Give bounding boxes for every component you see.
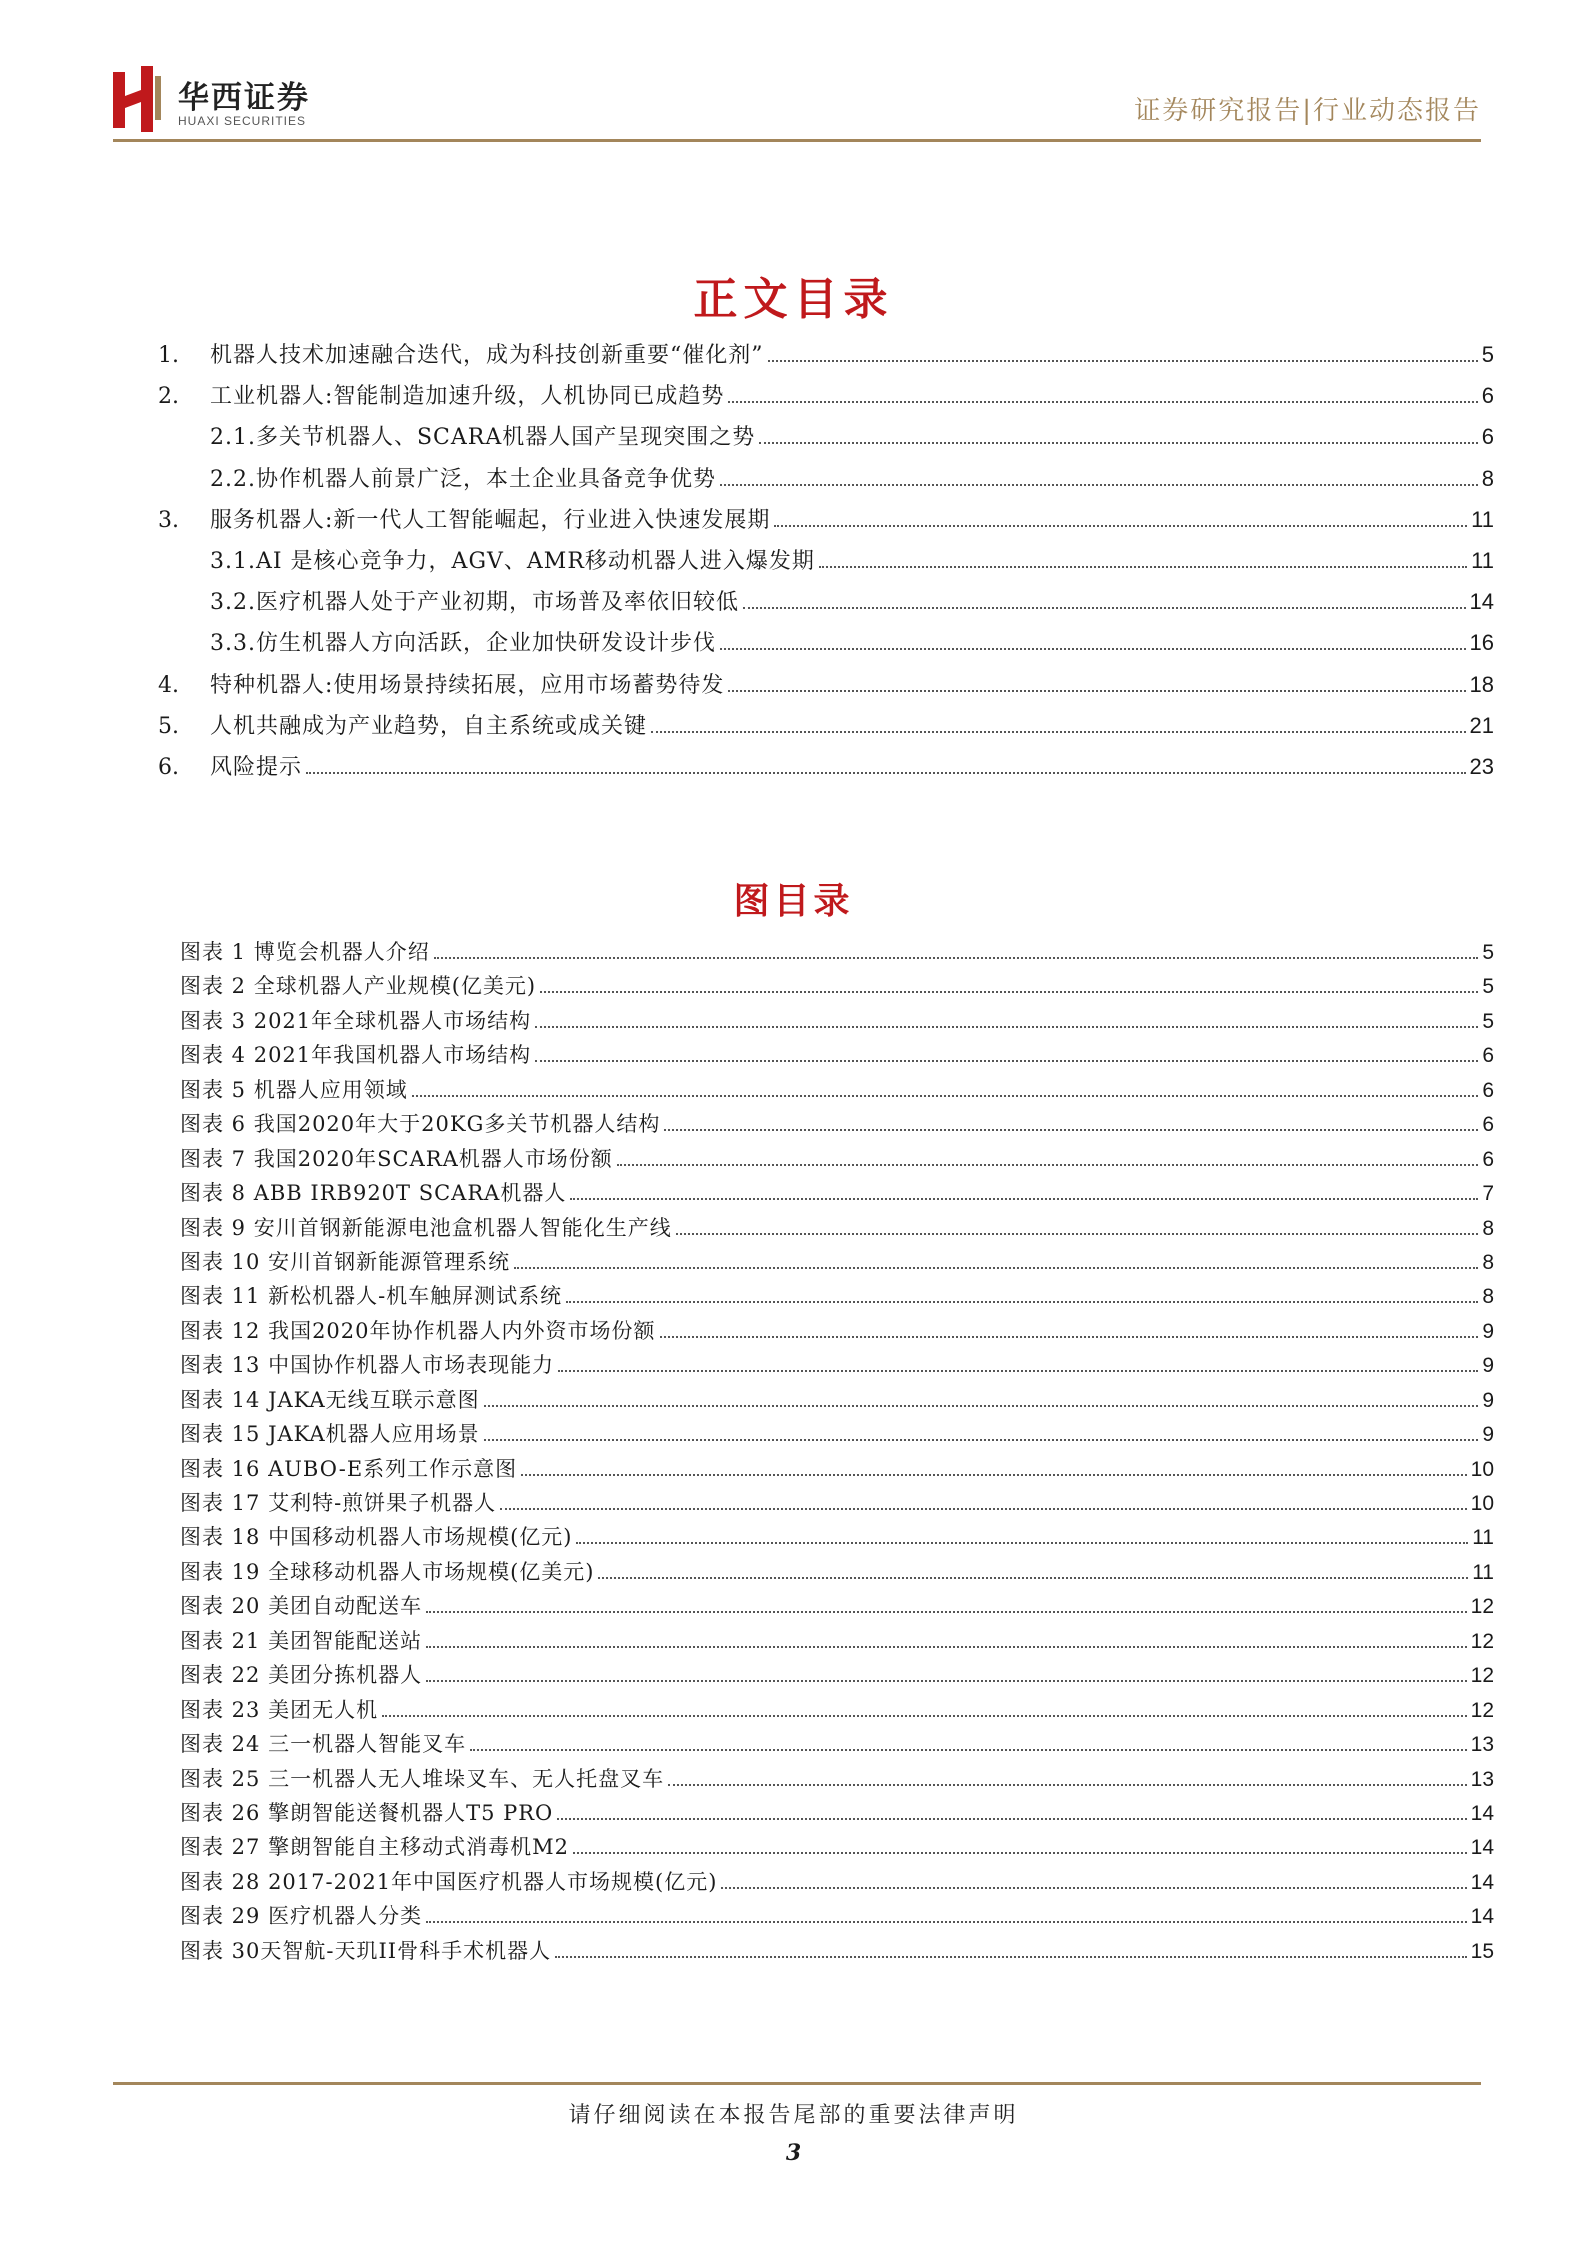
dot-leader	[721, 1887, 1466, 1889]
dot-leader	[535, 1026, 1478, 1028]
toc-entry[interactable]	[158, 544, 1494, 585]
toc-entry-page: 21	[1469, 712, 1494, 738]
toc-entry-page: 12	[1470, 1664, 1494, 1688]
dot-leader	[426, 1611, 1467, 1613]
dot-leader	[720, 648, 1466, 650]
dot-leader	[484, 1405, 1479, 1407]
toc-entry[interactable]	[180, 1900, 1494, 1934]
toc-entry[interactable]	[158, 585, 1494, 626]
toc-entry-page: 8	[1482, 1285, 1494, 1309]
toc-entry-text: 图表 3 2021年全球机器人市场结构	[180, 1008, 532, 1033]
toc-entry-page: 12	[1470, 1595, 1494, 1619]
toc-entry-text: 图表 8 ABB IRB920T SCARA机器人	[180, 1181, 567, 1206]
toc-entry[interactable]	[180, 936, 1494, 970]
toc-entry-text: 特种机器人:使用场景持续拓展，应用市场蓄势待发	[210, 672, 725, 698]
dot-leader	[426, 1646, 1467, 1648]
toc-entry-text: 图表 23 美团无人机	[180, 1697, 379, 1722]
toc-entry-page: 11	[1471, 506, 1494, 532]
toc-entry-page: 11	[1471, 547, 1494, 573]
toc-entry-text: 图表 11 新松机器人-机车触屏测试系统	[180, 1284, 563, 1309]
toc-entry-page: 15	[1470, 1939, 1494, 1963]
toc-entry-page: 5	[1481, 342, 1494, 367]
dot-leader	[470, 1749, 1467, 1751]
toc-entry-page: 9	[1482, 1423, 1494, 1447]
toc-entry-text: 图表 30天智航-天玑II骨科手术机器人	[180, 1938, 552, 1963]
dot-leader	[426, 1921, 1467, 1923]
toc-entry-page: 8	[1481, 465, 1494, 491]
toc-entry-page: 9	[1482, 1319, 1494, 1343]
toc-entry-text: 服务机器人:新一代人工智能崛起，行业进入快速发展期	[210, 507, 771, 533]
toc-entry[interactable]	[180, 1349, 1494, 1383]
toc-entry[interactable]	[180, 1487, 1494, 1521]
dot-leader	[306, 772, 1466, 774]
toc-entry[interactable]	[180, 970, 1494, 1004]
toc-entry-page: 10	[1470, 1492, 1494, 1515]
toc-entry-text: 3.1.AI 是核心竞争力，AGV、AMR移动机器人进入爆发期	[210, 548, 815, 574]
toc-entry-text: 图表 15 JAKA机器人应用场景	[180, 1422, 480, 1447]
toc-entry-number: 4.	[158, 672, 179, 698]
toc-entry-text: 图表 22 美团分拣机器人	[180, 1663, 423, 1688]
toc-entry-page: 23	[1469, 753, 1494, 779]
toc-entry-text: 图表 1 博览会机器人介绍	[180, 940, 430, 964]
toc-entry-text: 图表 17 艾利特-煎饼果子机器人	[180, 1491, 497, 1515]
huaxi-logo-icon	[113, 66, 165, 132]
toc-entry-text: 机器人技术加速融合迭代，成为科技创新重要“催化剂”	[210, 343, 764, 368]
toc-entry[interactable]	[180, 1005, 1494, 1039]
toc-entry-page: 6	[1482, 1044, 1494, 1068]
toc-entry[interactable]	[158, 503, 1494, 544]
toc-entry-page: 11	[1472, 1560, 1494, 1584]
toc-entry-text: 图表 7 我国2020年SCARA机器人市场份额	[180, 1146, 613, 1171]
toc-entry-page: 5	[1482, 1009, 1494, 1033]
dot-leader	[535, 1060, 1478, 1062]
toc-entry[interactable]	[180, 1521, 1494, 1555]
toc-entry[interactable]	[158, 668, 1494, 709]
toc-entry-page: 9	[1482, 1354, 1494, 1378]
toc-entry-page: 6	[1482, 1078, 1494, 1102]
dot-leader	[743, 607, 1466, 609]
toc-entry-page: 14	[1469, 589, 1494, 615]
toc-entry-page: 12	[1470, 1629, 1494, 1653]
toc-entry-text: 图表 9 安川首钢新能源电池盒机器人智能化生产线	[180, 1215, 672, 1240]
figure-list-title: 图目录	[733, 880, 854, 922]
toc-entry-text: 图表 24 三一机器人智能叉车	[180, 1732, 467, 1757]
toc-entry[interactable]	[180, 1039, 1494, 1073]
toc-entry-text: 3.2.医疗机器人处于产业初期，市场普及率依旧较低	[210, 590, 739, 616]
toc-entry[interactable]	[180, 1384, 1494, 1418]
toc-entry-text: 3.3.仿生机器人方向活跃，企业加快研发设计步伐	[210, 631, 716, 657]
dot-leader	[598, 1577, 1468, 1579]
toc-entry-number: 5.	[158, 713, 179, 739]
toc-entry[interactable]	[180, 1831, 1494, 1865]
dot-leader	[573, 1852, 1467, 1854]
dot-leader	[576, 1542, 1468, 1544]
dot-leader	[382, 1715, 1467, 1717]
toc-entry[interactable]	[180, 1280, 1494, 1314]
toc-entry-page: 18	[1469, 671, 1494, 697]
toc-entry-text: 图表 28 2017-2021年中国医疗机器人市场规模(亿元)	[180, 1869, 718, 1894]
toc-entry-page: 10	[1470, 1457, 1494, 1481]
dot-leader	[557, 1818, 1466, 1820]
header-divider	[113, 139, 1481, 142]
toc-entry-text: 图表 6 我国2020年大于20KG多关节机器人结构	[180, 1112, 661, 1137]
toc-entry-text: 图表 18 中国移动机器人市场规模(亿元)	[180, 1525, 573, 1550]
dot-leader	[617, 1164, 1479, 1166]
toc-entry-text: 图表 10 安川首钢新能源管理系统	[180, 1249, 511, 1274]
toc-entry-page: 9	[1482, 1388, 1494, 1412]
toc-entry[interactable]	[180, 1556, 1494, 1590]
toc-entry[interactable]	[180, 1177, 1494, 1211]
toc-entry[interactable]	[158, 338, 1494, 379]
dot-leader	[514, 1267, 1478, 1269]
toc-entry[interactable]	[180, 1659, 1494, 1693]
toc-entry[interactable]	[158, 379, 1494, 420]
toc-title: 正文目录	[693, 274, 894, 325]
toc-entry-page: 6	[1482, 1113, 1494, 1137]
legal-notice: 请仔细阅读在本报告尾部的重要法律声明	[568, 2103, 1019, 2128]
toc-entry-page: 6	[1481, 424, 1494, 450]
dot-leader	[728, 690, 1465, 692]
dot-leader	[426, 1680, 1467, 1682]
footer-divider	[113, 2082, 1481, 2085]
toc-entry-text: 图表 19 全球移动机器人市场规模(亿美元)	[180, 1559, 595, 1584]
toc-entry[interactable]	[180, 1315, 1494, 1349]
dot-leader	[759, 442, 1478, 444]
toc-entry-text: 2.2.协作机器人前景广泛，本土企业具备竞争优势	[210, 466, 716, 492]
toc-entry-text: 图表 26 擎朗智能送餐机器人T5 PRO	[180, 1800, 554, 1825]
toc-entry[interactable]	[180, 1625, 1494, 1659]
toc-entry[interactable]	[180, 1453, 1494, 1487]
toc-entry-text: 图表 27 擎朗智能自主移动式消毒机M2	[180, 1835, 569, 1860]
dot-leader	[555, 1956, 1467, 1958]
toc-entry-number: 2.	[158, 384, 179, 410]
toc-entry-text: 人机共融成为产业趋势，自主系统或成关键	[210, 713, 648, 739]
toc-entry-page: 13	[1470, 1733, 1494, 1757]
toc-entry-page: 14	[1470, 1870, 1494, 1894]
toc-entry[interactable]	[180, 1866, 1494, 1900]
dot-leader	[664, 1129, 1478, 1131]
dot-leader	[566, 1301, 1478, 1303]
toc-entry-page: 5	[1482, 975, 1494, 999]
toc-entry-text: 工业机器人:智能制造加速升级，人机协同已成趋势	[210, 384, 725, 410]
dot-leader	[720, 484, 1478, 486]
dot-leader	[768, 360, 1478, 362]
toc-entry-page: 6	[1481, 383, 1494, 409]
toc-entry-text: 2.1.多关节机器人、SCARA机器人国产呈现突围之势	[210, 425, 756, 451]
toc-entry-text: 图表 4 2021年我国机器人市场结构	[180, 1043, 532, 1068]
toc-entry-text: 图表 25 三一机器人无人堆垛叉车、无人托盘叉车	[180, 1766, 665, 1791]
toc-entry[interactable]	[158, 626, 1494, 667]
toc-entry[interactable]	[180, 1797, 1494, 1831]
dot-leader	[558, 1370, 1478, 1372]
toc-entry-text: 图表 20 美团自动配送车	[180, 1594, 423, 1619]
toc-entry[interactable]	[180, 1728, 1494, 1762]
toc-entry-page: 6	[1482, 1147, 1494, 1171]
toc-entry-text: 图表 12 我国2020年协作机器人内外资市场份额	[180, 1318, 656, 1343]
dot-leader	[570, 1198, 1478, 1200]
report-type: 证券研究报告|行业动态报告	[1134, 96, 1481, 126]
toc-entry[interactable]	[180, 1246, 1494, 1280]
dot-leader	[500, 1508, 1466, 1510]
dot-leader	[521, 1474, 1466, 1476]
toc-entry-page: 12	[1470, 1698, 1494, 1722]
dot-leader	[540, 991, 1478, 993]
toc-entry[interactable]	[158, 709, 1494, 750]
toc-entry[interactable]	[180, 1108, 1494, 1142]
dot-leader	[676, 1233, 1479, 1235]
toc-entry-text: 图表 14 JAKA无线互联示意图	[180, 1387, 480, 1412]
toc-entry-text: 风险提示	[210, 754, 303, 780]
toc-entry[interactable]	[158, 462, 1494, 503]
toc-entry-page: 8	[1482, 1216, 1494, 1240]
toc-entry-text: 图表 13 中国协作机器人市场表现能力	[180, 1353, 555, 1378]
toc-entry-number: 1.	[158, 343, 179, 368]
toc-entry[interactable]	[180, 1418, 1494, 1452]
toc-entry[interactable]	[180, 1590, 1494, 1624]
page-number: 3	[785, 2140, 802, 2166]
toc-entry-page: 16	[1469, 630, 1494, 656]
toc-entry-page: 14	[1470, 1905, 1494, 1929]
dot-leader	[484, 1439, 1479, 1441]
toc-entry-page: 8	[1482, 1250, 1494, 1274]
dot-leader	[660, 1336, 1479, 1338]
page-header	[0, 0, 1587, 150]
brand-name-cn: 华西证券	[178, 80, 310, 116]
toc-entry-text: 图表 29 医疗机器人分类	[180, 1904, 423, 1929]
toc-entry-number: 3.	[158, 507, 179, 533]
toc-entry-page: 14	[1470, 1836, 1494, 1860]
toc-entry[interactable]	[180, 1935, 1494, 1969]
toc-entry[interactable]	[180, 1212, 1494, 1246]
toc-entry-text: 图表 2 全球机器人产业规模(亿美元)	[180, 974, 537, 999]
dot-leader	[434, 957, 1479, 959]
toc-entry-page: 11	[1472, 1526, 1494, 1550]
dot-leader	[728, 401, 1477, 403]
toc-entry[interactable]	[180, 1763, 1494, 1797]
dot-leader	[819, 566, 1467, 568]
toc-entry-page: 14	[1470, 1801, 1494, 1825]
toc-entry-text: 图表 21 美团智能配送站	[180, 1628, 423, 1653]
dot-leader	[668, 1784, 1467, 1786]
brand-name-en: HUAXI SECURITIES	[178, 114, 307, 128]
toc-entry-page: 5	[1482, 941, 1494, 964]
toc-entry-page: 13	[1470, 1767, 1494, 1791]
toc-entry-text: 图表 5 机器人应用领域	[180, 1077, 408, 1102]
table-of-contents	[158, 338, 1494, 791]
dot-leader	[412, 1095, 1479, 1097]
figure-list	[180, 936, 1494, 1969]
toc-entry[interactable]	[158, 750, 1494, 791]
toc-entry-number: 6.	[158, 754, 179, 780]
toc-entry[interactable]	[180, 1143, 1494, 1177]
toc-entry[interactable]	[180, 1694, 1494, 1728]
toc-entry[interactable]	[158, 420, 1494, 461]
toc-entry-text: 图表 16 AUBO-E系列工作示意图	[180, 1456, 518, 1481]
toc-entry[interactable]	[180, 1074, 1494, 1108]
dot-leader	[651, 731, 1466, 733]
dot-leader	[774, 525, 1467, 527]
toc-entry-page: 7	[1482, 1182, 1494, 1206]
